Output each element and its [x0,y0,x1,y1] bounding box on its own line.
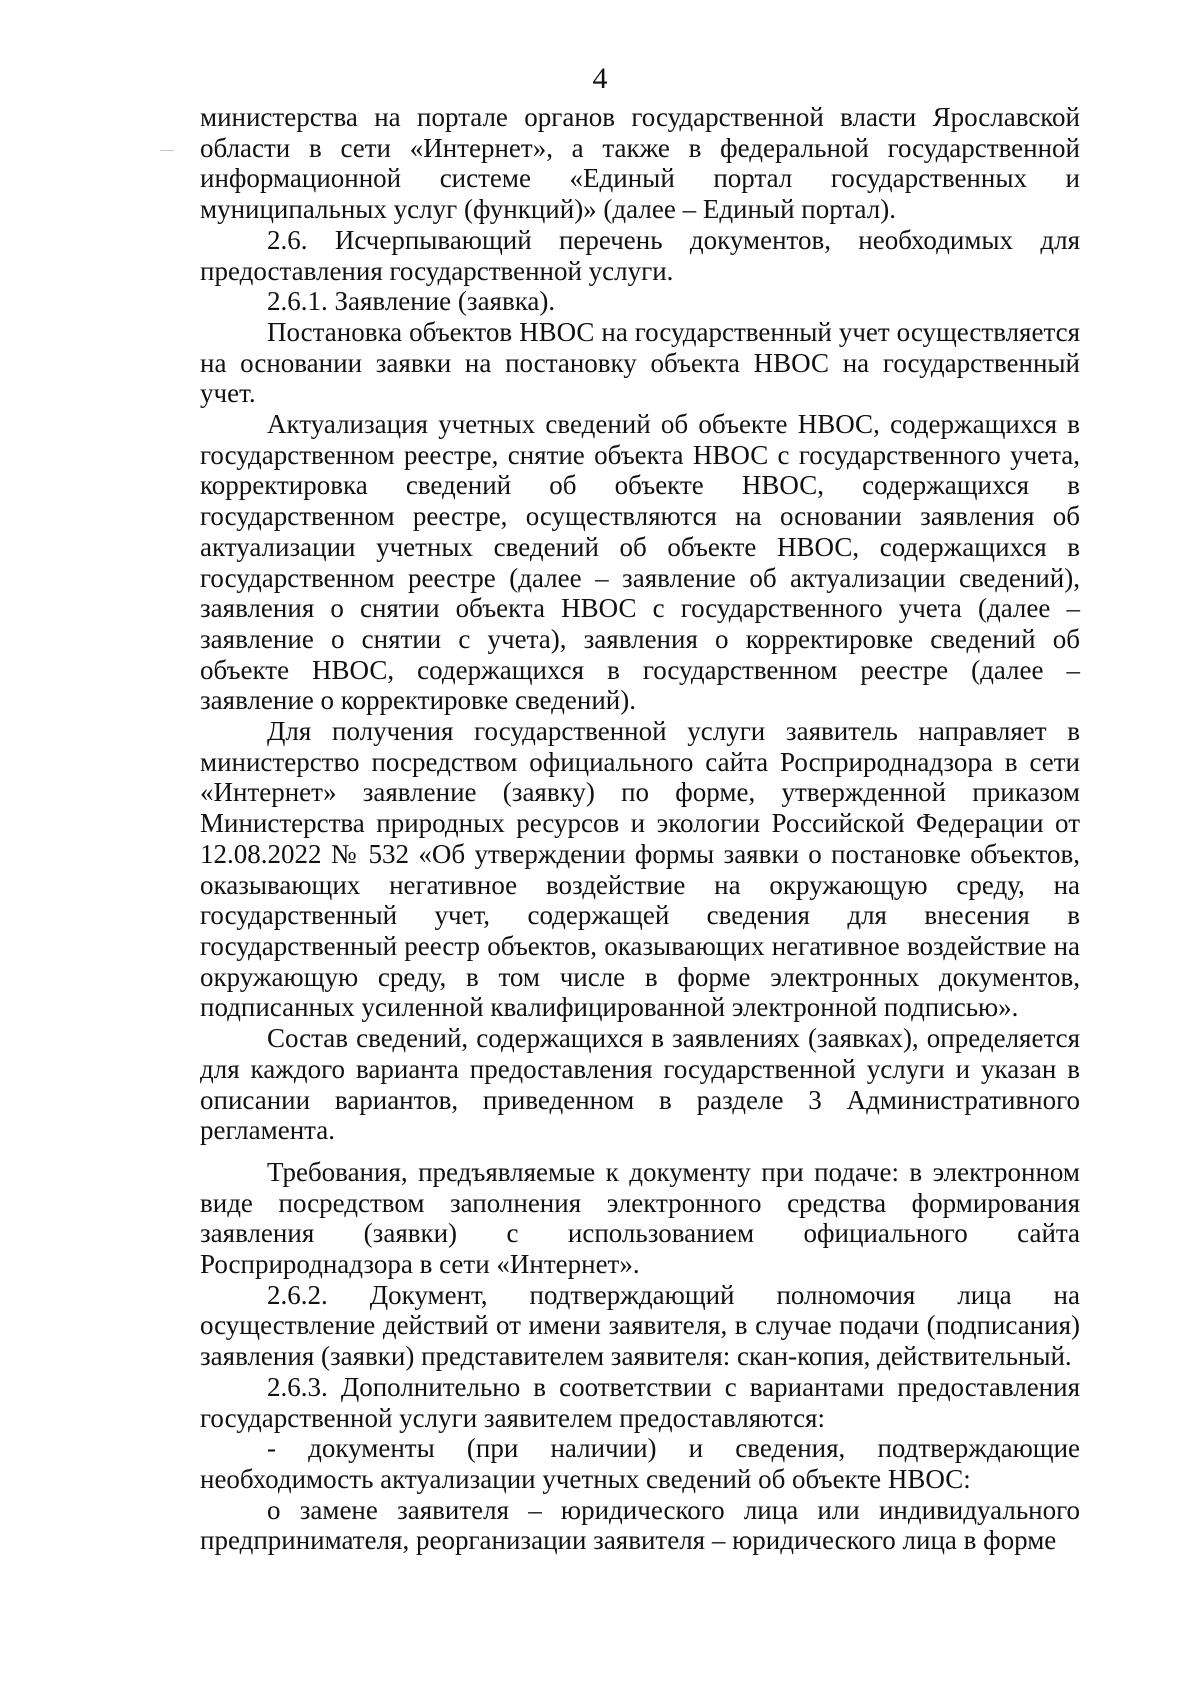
paragraph-requirements: Требования, предъявляемые к документу при подаче: в электронном виде посредством заполнения электронного средства формирования заявления (заявки) с использованием официального сайта Росприроднадзора в сети «Интернет». [200,1156,1080,1280]
paragraph-section-2-6: 2.6. Исчерпывающий перечень документов, необходимых для предоставления государственной услуги. [200,224,1080,286]
paragraph-section-2-6-3: 2.6.3. Дополнительно в соответствии с вариантами предоставления государственной услуги заявителем предоставляются: [200,1371,1080,1433]
paragraph-application-content: Состав сведений, содержащихся в заявлениях (заявках), определяется для каждого варианта предоставления государственной услуги и указан в описании вариантов, приведенном в разделе 3 Административного регламента. [200,1023,1080,1146]
paragraph-actualization: Актуализация учетных сведений об объекте НВОС, содержащихся в государственном реестре, снятие объекта НВОС с государственного учета, корректировка сведений об объекте НВОС, содержащихся в государственном реестре, осуществляются на основании заявления об актуализации учетных сведений об объекте НВОС, содержащихся в государственном реестре (далее – заявление об актуализации сведений), заявления о снятии объекта НВОС с государственного учета (далее – заявление о снятии с учета), заявления о корректировке сведений об объекте НВОС, содержащихся в государственном реестре (далее – заявление о корректировке сведений). [200,409,1080,716]
paragraph-applicant-replacement: о замене заявителя – юридического лица или индивидуального предпринимателя, реорганизации заявителя – юридического лица в форме [200,1494,1080,1556]
paragraph-application-submission: Для получения государственной услуги заявитель направляет в министерство посредством официального сайта Росприроднадзора в сети «Интернет» заявление (заявку) по форме, утвержденной приказом Министерства природных ресурсов и экологии Российской Федерации от 12.08.2022 № 532 «Об утверждении формы заявки о постановке объектов, оказывающих негативное воздействие на окружающую среду, на государственный учет, содержащей сведения для внесения в государственный реестр объектов, оказывающих негативное воздействие на окружающую среду, в том числе в форме электронных документов, подписанных усиленной квалифицированной электронной подписью». [200,716,1080,1023]
document-body [200,102,1080,1556]
paragraph-section-2-6-1: 2.6.1. Заявление (заявка). [267,286,556,317]
paragraph-list-item-documents: - документы (при наличии) и сведения, подтверждающие необходимость актуализации учетных сведений об объекте НВОС: [200,1433,1080,1494]
paragraph-registration: Постановка объектов НВОС на государственный учет осуществляется на основании заявки на постановку объекта НВОС на государственный учет. [200,316,1080,409]
paragraph-section-2-6-2: 2.6.2. Документ, подтверждающий полномочия лица на осуществление действий от имени заявителя, в случае подачи (подписания) заявления (заявки) представителем заявителя: скан-копия, действительный. [200,1279,1080,1372]
page-number: 4 [592,62,608,95]
paragraph-continuation: министерства на портале органов государственной власти Ярославской области в сети «Интернет», а также в федеральной государственной информационной системе «Единый портал государственных и муниципальных услуг (функций)» (далее – Единый портал). [200,102,1080,225]
margin-mark [160,150,174,151]
